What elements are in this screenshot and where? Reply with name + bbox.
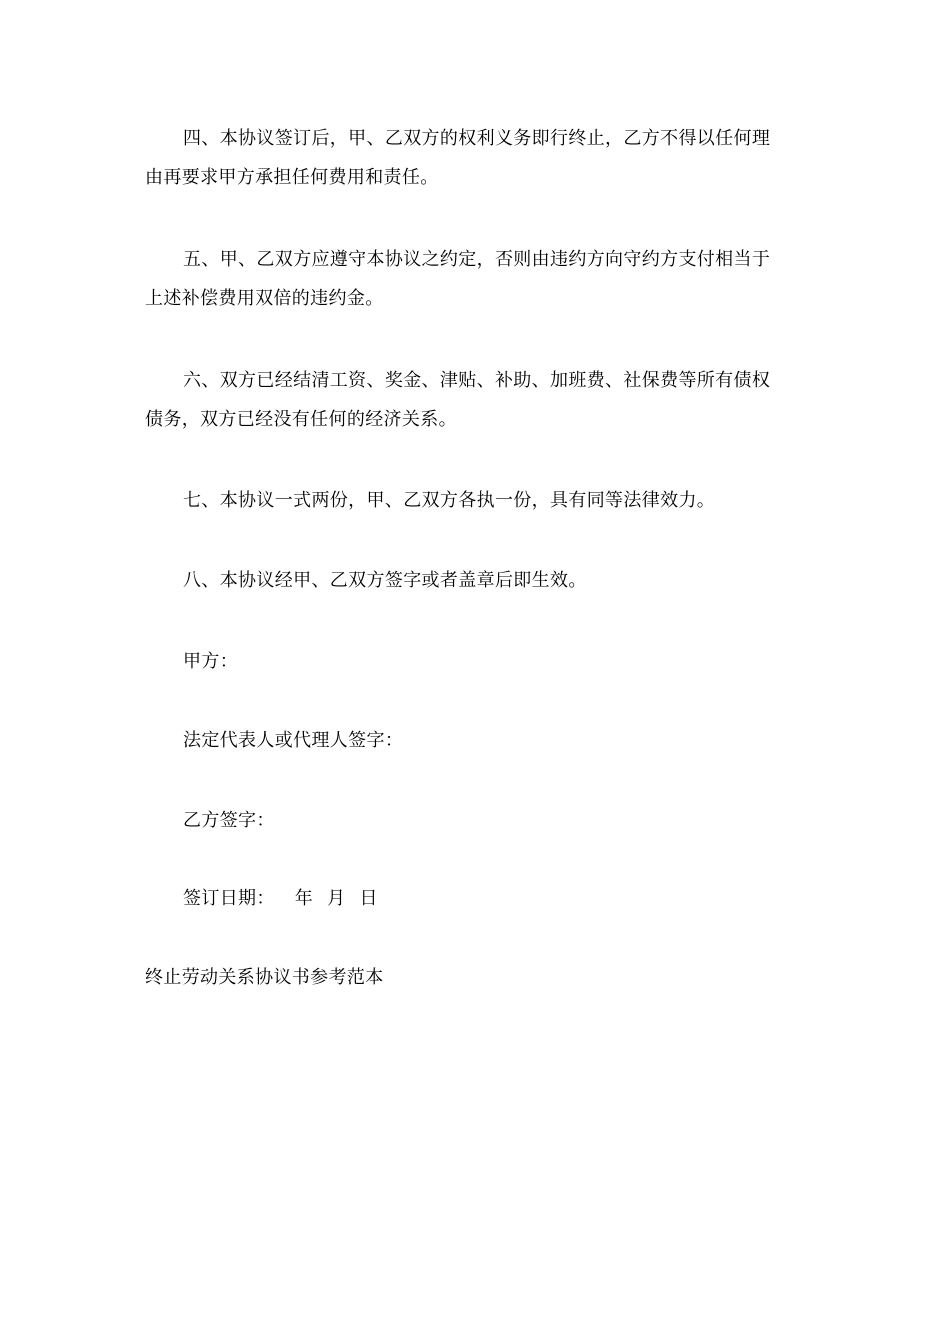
clause-7	[145, 481, 805, 520]
clause-line: 上述补偿费用双倍的违约金。	[145, 288, 384, 309]
date-month: 月	[327, 888, 346, 909]
clause-line: 五、甲、乙双方应遵守本协议之约定，否则由违约方向守约方支付相当于	[183, 249, 771, 270]
clause-line: 七、本协议一式两份，甲、乙双方各执一份，具有同等法律效力。	[183, 490, 716, 511]
footer-title: 终止劳动关系协议书参考范本	[145, 967, 384, 988]
legal-rep-line	[145, 721, 805, 760]
signing-date-line	[145, 879, 805, 918]
clause-line: 债务，双方已经没有任何的经济关系。	[145, 409, 457, 430]
legal-rep-label: 法定代表人或代理人签字：	[183, 730, 404, 751]
party-a-label: 甲方：	[183, 651, 239, 672]
footer-title-line	[145, 958, 805, 997]
clause-line: 由再要求甲方承担任何费用和责任。	[145, 167, 439, 188]
party-b-label: 乙方签字：	[183, 810, 275, 831]
date-day: 日	[359, 888, 378, 909]
date-label: 签订日期：	[183, 888, 275, 909]
clause-line: 八、本协议经甲、乙双方签字或者盖章后即生效。	[183, 570, 587, 591]
clause-4	[145, 119, 805, 197]
clause-line: 六、双方已经结清工资、奖金、津贴、补助、加班费、社保费等所有债权	[183, 370, 771, 391]
date-year: 年	[294, 888, 314, 909]
signing-date	[145, 879, 805, 918]
clause-line: 四、本协议签订后，甲、乙双方的权利义务即行终止，乙方不得以任何理	[183, 128, 771, 149]
party-a-line	[145, 642, 805, 681]
party-b-line	[145, 801, 805, 840]
clause-6	[145, 361, 805, 439]
clause-8	[145, 561, 805, 600]
clause-5	[145, 240, 805, 318]
